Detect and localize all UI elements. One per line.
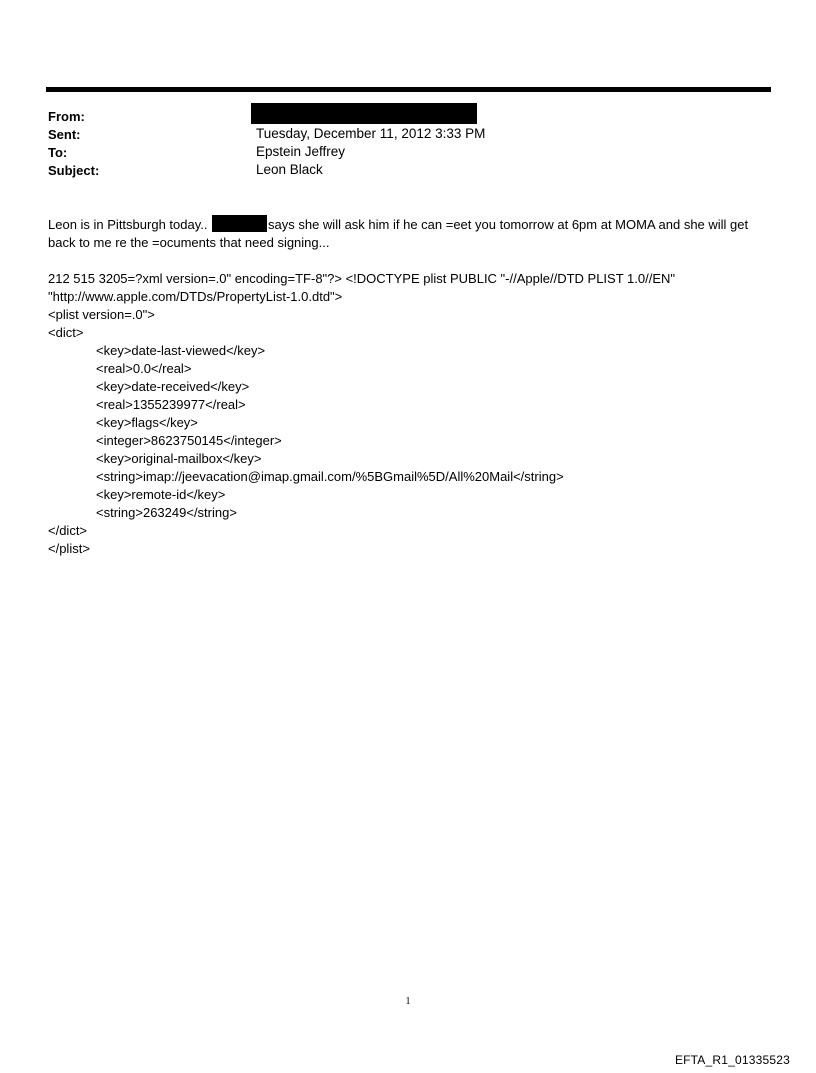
plist-line: 212 515 3205=?xml version=.0" encoding=TF-8"?> <!DOCTYPE plist PUBLIC "-//Apple//DTD PLIST 1.0//EN" <box>48 271 675 286</box>
subject-label: Subject: <box>48 163 100 178</box>
dict-line: <integer>8623750145</integer> <box>96 433 282 448</box>
subject-value: Leon Black <box>256 162 323 177</box>
to-label: To: <box>48 145 68 160</box>
dict-line: <key>flags</key> <box>96 415 198 430</box>
dict-line: <key>date-last-viewed</key> <box>96 343 266 358</box>
dict-line: <string>263249</string> <box>96 505 237 520</box>
redaction-from <box>251 103 477 124</box>
from-label: From: <box>48 109 85 124</box>
closing-line: </plist> <box>48 541 90 556</box>
body-line-2: back to me re the =ocuments that need signing... <box>48 235 330 250</box>
plist-line: <plist version=.0"> <box>48 307 155 322</box>
body-line-1b: says she will ask him if he can =eet you tomorrow at 6pm at MOMA and she will get <box>268 217 749 232</box>
header-rule <box>46 87 771 92</box>
dict-line: <string>imap://jeevacation@imap.gmail.com/%5BGmail%5D/All%20Mail</string> <box>96 469 564 484</box>
body-line-1a: Leon is in Pittsburgh today.. <box>48 217 208 232</box>
dict-line: <real>1355239977</real> <box>96 397 246 412</box>
to-value: Epstein Jeffrey <box>256 144 346 159</box>
plist-line: <dict> <box>48 325 84 340</box>
plist-line: "http://www.apple.com/DTDs/PropertyList-1.0.dtd"> <box>48 289 343 304</box>
dict-line: <key>remote-id</key> <box>96 487 226 502</box>
page-number: 1 <box>405 996 411 1007</box>
dict-line: <key>original-mailbox</key> <box>96 451 262 466</box>
closing-line: </dict> <box>48 523 88 538</box>
document-id: EFTA_R1_01335523 <box>674 1053 790 1067</box>
sent-value: Tuesday, December 11, 2012 3:33 PM <box>256 126 486 141</box>
redaction-body <box>212 215 267 232</box>
dict-line: <key>date-received</key> <box>96 379 250 394</box>
dict-line: <real>0.0</real> <box>96 361 192 376</box>
sent-label: Sent: <box>48 127 81 142</box>
